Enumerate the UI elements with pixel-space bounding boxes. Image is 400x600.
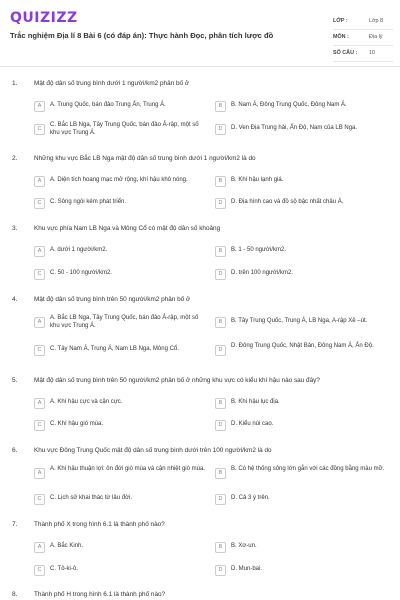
meta-value: 10 xyxy=(369,50,375,56)
question-text: Mật độ dân số trung bình dưới 1 người/km2 phân bố ở xyxy=(34,80,190,87)
option-text: A. Diện tích hoang mạc mở rộng, khí hậu khô nóng. xyxy=(50,177,188,183)
option-a[interactable] xyxy=(34,243,204,259)
question-number: 3. xyxy=(12,225,18,232)
option-a[interactable] xyxy=(34,98,204,114)
meta-value: Lớp 8 xyxy=(369,18,384,24)
option-badge: D xyxy=(215,124,226,135)
question-number: 4. xyxy=(12,296,18,303)
option-badge: B xyxy=(215,101,226,112)
option-text: D. Địa hình cao và đồ sộ bậc nhất châu Á. xyxy=(231,199,344,205)
option-badge: A xyxy=(34,246,45,257)
option-text: B. Khí hậu lục địa. xyxy=(231,399,280,405)
option-c[interactable] xyxy=(34,491,204,507)
option-b[interactable] xyxy=(215,539,385,555)
question-number: 2. xyxy=(12,155,18,162)
option-badge: C xyxy=(34,345,45,356)
question-number: 6. xyxy=(12,447,18,454)
option-d[interactable] xyxy=(215,562,385,578)
worksheet-title: Trắc nghiệm Địa lí 8 Bài 6 (có đáp án): Thực hành Đọc, phân tích lược đồ xyxy=(10,31,274,40)
option-text: D. Ven Địa Trung hải, Ấn Độ, Nam của LB Nga. xyxy=(231,125,358,131)
option-b[interactable] xyxy=(215,173,385,189)
option-badge: B xyxy=(215,176,226,187)
question-text: Mật độ dân số trung bình trên 50 người/km2 phân bố ở những khu vực có kiểu khí hậu nào sau đây? xyxy=(34,377,320,384)
option-d[interactable] xyxy=(215,417,385,433)
option-d[interactable] xyxy=(215,342,385,358)
option-text: A. Khí hậu thuận lợi: ôn đới gió mùa và cận nhiệt gió mùa. xyxy=(50,466,205,472)
option-badge: D xyxy=(215,345,226,356)
option-badge: A xyxy=(34,101,45,112)
option-text: D. trên 100 người/km2. xyxy=(231,270,293,276)
option-a[interactable] xyxy=(34,539,204,555)
option-badge: D xyxy=(215,269,226,280)
option-text: B. Tây Trung Quốc, Trung Á, LB Nga, A-rập Xê –út. xyxy=(231,318,368,324)
option-text: C. Tô-ki-ô. xyxy=(50,566,78,572)
option-text: C. Bắc LB Nga, Tây Trung Quốc, bán đảo Ả-rập, một số khu vực Trung Á. xyxy=(50,122,199,136)
option-badge: B xyxy=(215,246,226,257)
option-c[interactable] xyxy=(34,417,204,433)
option-badge: C xyxy=(34,494,45,505)
option-badge: C xyxy=(34,198,45,209)
option-text: A. Bắc LB Nga, Tây Trung Quốc, bán đảo Ả-rập, một số khu vực Trung Á. xyxy=(50,315,199,329)
option-a[interactable] xyxy=(34,395,204,411)
option-b[interactable] xyxy=(215,243,385,259)
option-badge: A xyxy=(34,176,45,187)
option-c[interactable] xyxy=(34,195,204,211)
option-badge: C xyxy=(34,565,45,576)
question-text: Khu vực phía Nam LB Nga và Mông Cổ có mật độ dân số khoảng xyxy=(34,225,221,232)
question-text: Những khu vực Bắc LB Nga mật độ dân số trung bình dưới 1 người/km2 là do xyxy=(34,155,256,162)
question-number: 7. xyxy=(12,521,18,528)
meta-row-grade xyxy=(333,14,393,30)
option-text: B. 1 - 50 người/km2. xyxy=(231,247,286,253)
option-badge: D xyxy=(215,420,226,431)
meta-row-count xyxy=(333,46,393,62)
question-number: 8. xyxy=(12,591,18,598)
option-badge: C xyxy=(34,269,45,280)
option-c[interactable] xyxy=(34,121,204,137)
meta-key: LỚP : xyxy=(333,18,348,24)
option-text: D. Cả 3 ý trên. xyxy=(231,495,270,501)
option-badge: D xyxy=(215,494,226,505)
option-b[interactable] xyxy=(215,465,385,481)
option-text: B. Xơ-un. xyxy=(231,543,257,549)
option-badge: D xyxy=(215,198,226,209)
question-number: 1. xyxy=(12,80,18,87)
option-d[interactable] xyxy=(215,266,385,282)
option-text: C. Khí hậu gió mùa. xyxy=(50,421,104,427)
option-text: C. Sông ngòi kém phát triển. xyxy=(50,199,127,205)
worksheet-header xyxy=(0,0,400,67)
option-d[interactable] xyxy=(215,491,385,507)
option-d[interactable] xyxy=(215,121,385,137)
option-text: B. Nam Á, Đông Trung Quốc, Đông Nam Á. xyxy=(231,102,347,108)
question-text: Thành phố X trong hình 6.1 là thành phố nào? xyxy=(34,521,165,528)
option-text: A. dưới 1 người/km2. xyxy=(50,247,108,253)
option-c[interactable] xyxy=(34,562,204,578)
option-badge: C xyxy=(34,124,45,135)
option-b[interactable] xyxy=(215,395,385,411)
option-text: A. Bắc Kinh. xyxy=(50,543,84,549)
quizizz-logo: QUIZIZZ xyxy=(10,10,78,26)
question-text: Thành phố H trong hình 6.1 là thành phố nào? xyxy=(34,591,166,598)
meta-key: SỐ CÂU : xyxy=(333,50,358,56)
option-b[interactable] xyxy=(215,98,385,114)
option-text: A. Trung Quốc, bán đảo Trung Ấn, Trung Á. xyxy=(50,102,166,108)
question-text: Khu vực Đông Trung Quốc mật độ dân số trung bình dưới trên 100 người/km2 là do xyxy=(34,447,272,454)
option-c[interactable] xyxy=(34,342,204,358)
option-text: D. Đông Trung Quốc, Nhật Bản, Đông Nam Á, Ấn Độ. xyxy=(231,343,374,349)
option-badge: B xyxy=(215,398,226,409)
option-badge: B xyxy=(215,542,226,553)
option-badge: B xyxy=(215,317,226,328)
worksheet-meta xyxy=(333,14,393,62)
option-badge: B xyxy=(215,468,226,479)
option-text: C. Lịch sử khai thác từ lâu đời. xyxy=(50,495,133,501)
option-a[interactable] xyxy=(34,465,204,481)
option-text: B. Khí hậu lạnh giá. xyxy=(231,177,284,183)
option-text: D. Mun-bai. xyxy=(231,566,263,572)
option-d[interactable] xyxy=(215,195,385,211)
option-badge: A xyxy=(34,468,45,479)
option-text: C. Tây Nam Á, Trung Á, Nam LB Nga, Mông Cổ. xyxy=(50,346,179,352)
meta-value: Địa lý xyxy=(369,34,383,40)
question-text: Mật độ dân số trung bình trên 50 người/km2 phân bố ở xyxy=(34,296,191,303)
option-badge: A xyxy=(34,398,45,409)
option-a[interactable] xyxy=(34,314,204,330)
option-text: A. Khí hậu cực và cận cực. xyxy=(50,399,123,405)
option-badge: C xyxy=(34,420,45,431)
option-badge: A xyxy=(34,542,45,553)
option-badge: A xyxy=(34,317,45,328)
meta-row-subject xyxy=(333,30,393,46)
question-number: 5. xyxy=(12,377,18,384)
option-a[interactable] xyxy=(34,173,204,189)
option-c[interactable] xyxy=(34,266,204,282)
option-text: C. 50 - 100 người/km2. xyxy=(50,270,112,276)
option-badge: D xyxy=(215,565,226,576)
option-text: B. Có hệ thống sông lớn gắn với các đồng bằng màu mỡ. xyxy=(231,466,385,472)
option-b[interactable] xyxy=(215,314,385,330)
meta-key: MÔN : xyxy=(333,34,349,40)
option-text: D. Kiểu núi cao. xyxy=(231,421,274,427)
